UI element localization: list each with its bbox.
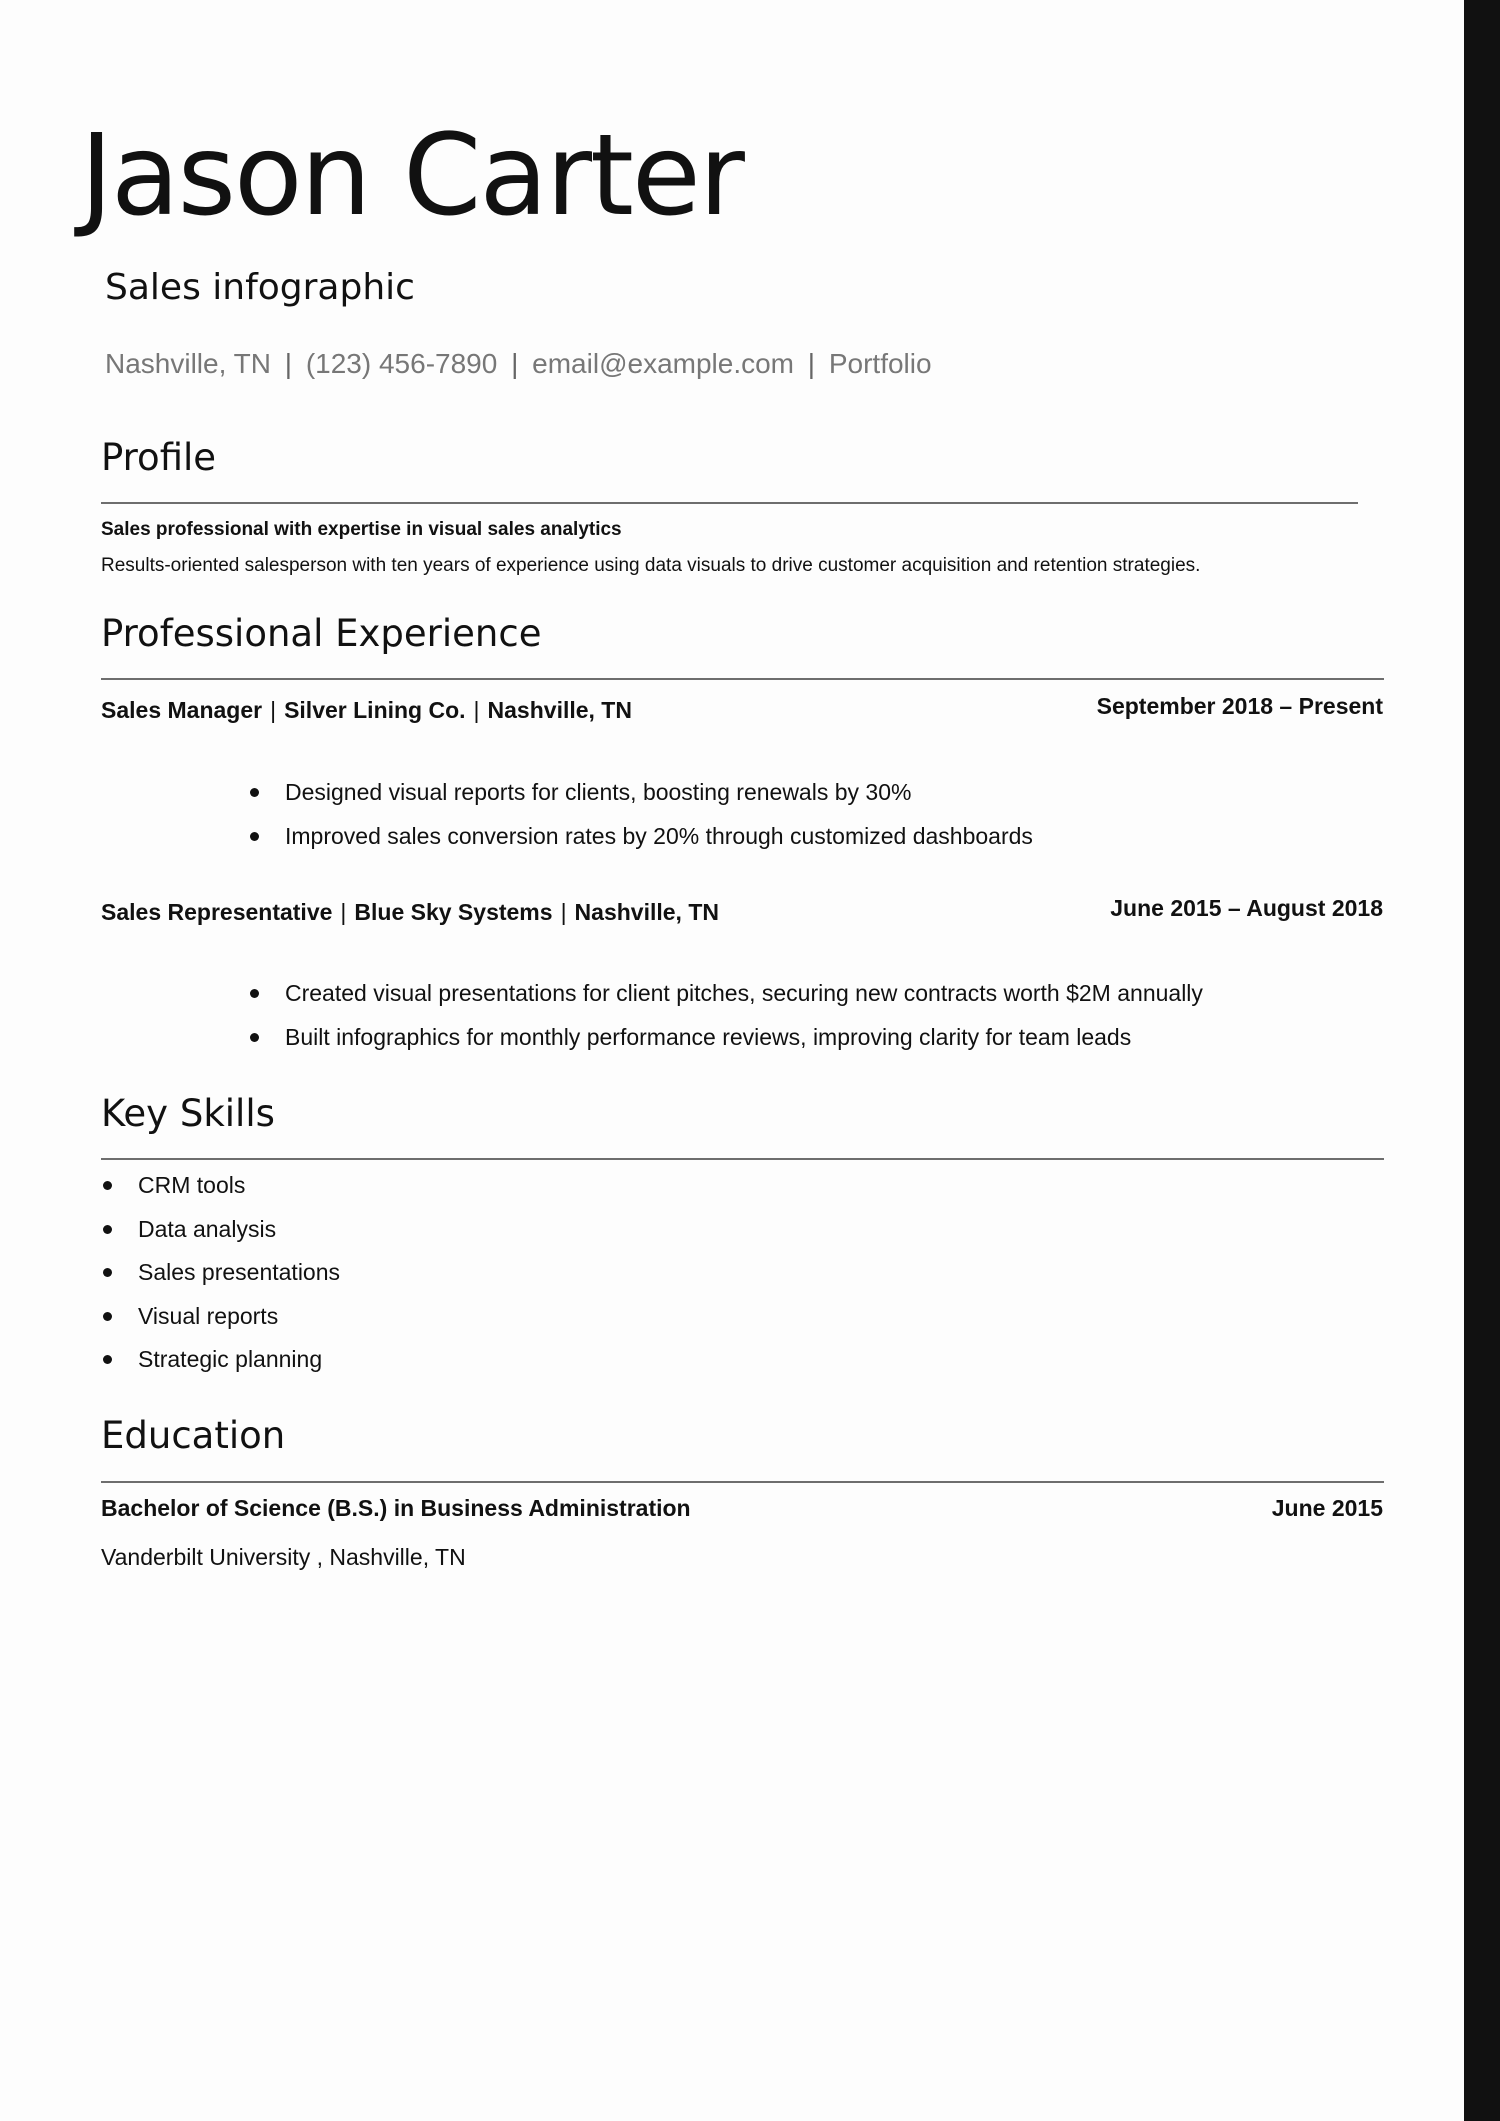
bullet-dot — [103, 1181, 112, 1190]
skill-text: CRM tools — [138, 1172, 246, 1198]
job-company: Silver Lining Co. — [284, 697, 466, 723]
contact-phone: (123) 456-7890 — [305, 348, 498, 379]
bullet-dot — [250, 832, 259, 841]
list-item — [138, 1164, 340, 1208]
bullet-dot — [103, 1268, 112, 1277]
section-divider — [101, 502, 1358, 504]
job-header — [101, 697, 632, 724]
education-degree: Bachelor of Science (B.S.) in Business Administration — [101, 1495, 691, 1521]
candidate-tagline: Sales infographic — [105, 267, 415, 308]
section-title-experience: Professional Experience — [101, 612, 542, 655]
job-dates: June 2015 – August 2018 — [1110, 895, 1383, 921]
bullet-dot — [103, 1312, 112, 1321]
job-role: Sales Representative — [101, 899, 333, 925]
contact-email[interactable]: email@example.com — [532, 348, 794, 379]
contact-location: Nashville, TN — [105, 348, 271, 379]
skills-list — [138, 1164, 340, 1382]
profile-headline: Sales professional with expertise in visual sales analytics — [101, 519, 622, 540]
job-header — [101, 899, 719, 926]
list-item — [138, 1251, 340, 1295]
education-date: June 2015 — [1271, 1495, 1383, 1521]
profile-summary: Results-oriented salesperson with ten years of experience using data visuals to drive customer acquisition and retention strategies. — [101, 555, 1201, 576]
bullet-dot — [103, 1355, 112, 1364]
contact-separator: | — [807, 348, 816, 379]
separator: | — [473, 697, 480, 723]
job-company: Blue Sky Systems — [354, 899, 553, 925]
portfolio-link[interactable]: Portfolio — [828, 348, 932, 379]
bullet-dot — [250, 1033, 259, 1042]
section-title-profile: Profile — [101, 436, 217, 479]
job-location: Nashville, TN — [487, 697, 632, 723]
bullet-dot — [250, 989, 259, 998]
job-dates: September 2018 – Present — [1096, 693, 1383, 719]
job-location: Nashville, TN — [574, 899, 719, 925]
contact-line — [105, 348, 932, 380]
skill-text: Sales presentations — [138, 1259, 341, 1285]
separator: | — [560, 899, 567, 925]
contact-separator: | — [511, 348, 519, 379]
job-bullets — [285, 771, 1033, 858]
skill-text: Data analysis — [138, 1215, 277, 1242]
contact-separator: | — [284, 348, 293, 379]
separator: | — [340, 899, 347, 925]
bullet-text: Improved sales conversion rates by 20% through customized dashboards — [285, 822, 1033, 849]
section-divider — [101, 1481, 1384, 1483]
section-divider — [101, 1158, 1384, 1160]
bullet-text: Created visual presentations for client pitches, securing new contracts worth $2M annually — [285, 980, 1203, 1006]
list-item — [285, 815, 1033, 859]
section-title-education: Education — [101, 1414, 286, 1457]
candidate-name: Jason Carter — [80, 111, 743, 241]
education-school: Vanderbilt University , Nashville, TN — [101, 1544, 466, 1570]
bullet-dot — [250, 788, 259, 797]
list-item — [285, 972, 1203, 1016]
job-role: Sales Manager — [101, 697, 263, 723]
bullet-text: Built infographics for monthly performance reviews, improving clarity for team leads — [285, 1023, 1132, 1050]
job-bullets — [285, 972, 1203, 1059]
list-item — [138, 1338, 340, 1382]
list-item — [138, 1208, 340, 1252]
list-item — [285, 771, 1033, 815]
list-item — [138, 1295, 340, 1339]
list-item — [285, 1016, 1203, 1060]
section-divider — [101, 678, 1384, 680]
section-title-skills: Key Skills — [101, 1092, 275, 1135]
skill-text: Visual reports — [138, 1302, 279, 1329]
page-edge-bar — [1464, 0, 1500, 2121]
bullet-dot — [103, 1225, 112, 1234]
skill-text: Strategic planning — [138, 1346, 323, 1372]
separator: | — [270, 697, 277, 723]
bullet-text: Designed visual reports for clients, boosting renewals by 30% — [285, 779, 912, 805]
